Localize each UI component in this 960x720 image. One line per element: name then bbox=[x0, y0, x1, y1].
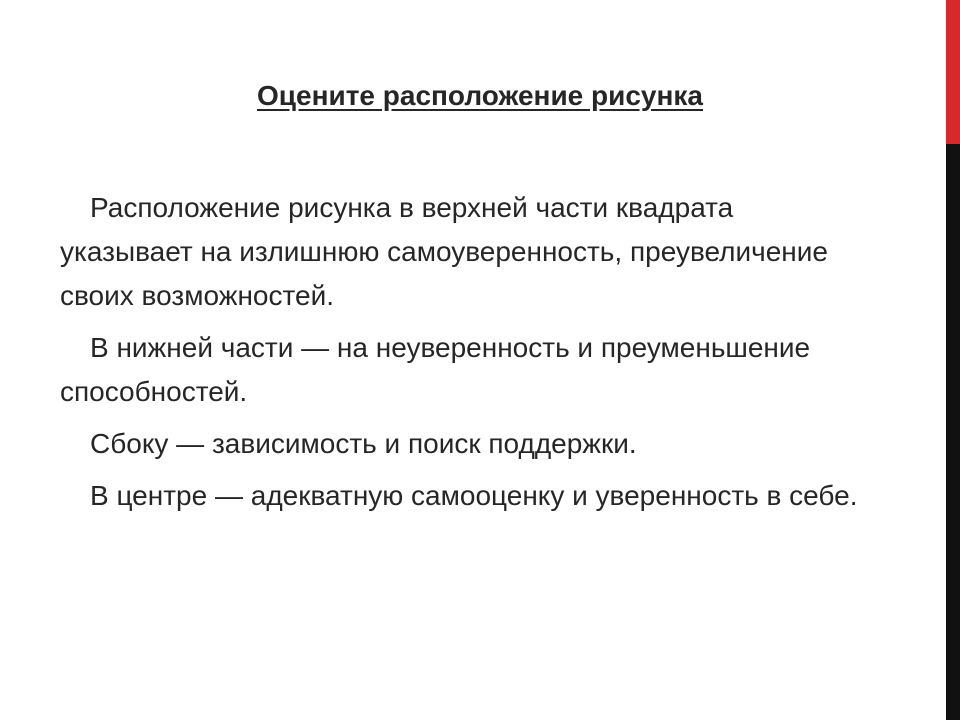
paragraph-center-placement: В центре — адекватную самооценку и уверенность в себе. bbox=[90, 480, 858, 511]
paragraph-bottom-placement: В нижней части — на неуверенность и преуменьшение способностей. bbox=[60, 332, 811, 407]
accent-bar-black bbox=[946, 144, 960, 720]
accent-bar-red bbox=[946, 0, 960, 144]
slide-title: Оцените расположение рисунка bbox=[257, 80, 703, 111]
paragraph-top-placement: Расположение рисунка в верхней части квадрата указывает на излишнюю самоуверенность, преувеличение своих возможностей. bbox=[60, 192, 828, 311]
slide-body bbox=[60, 186, 860, 526]
paragraph-side-placement: Сбоку — зависимость и поиск поддержки. bbox=[90, 428, 637, 459]
